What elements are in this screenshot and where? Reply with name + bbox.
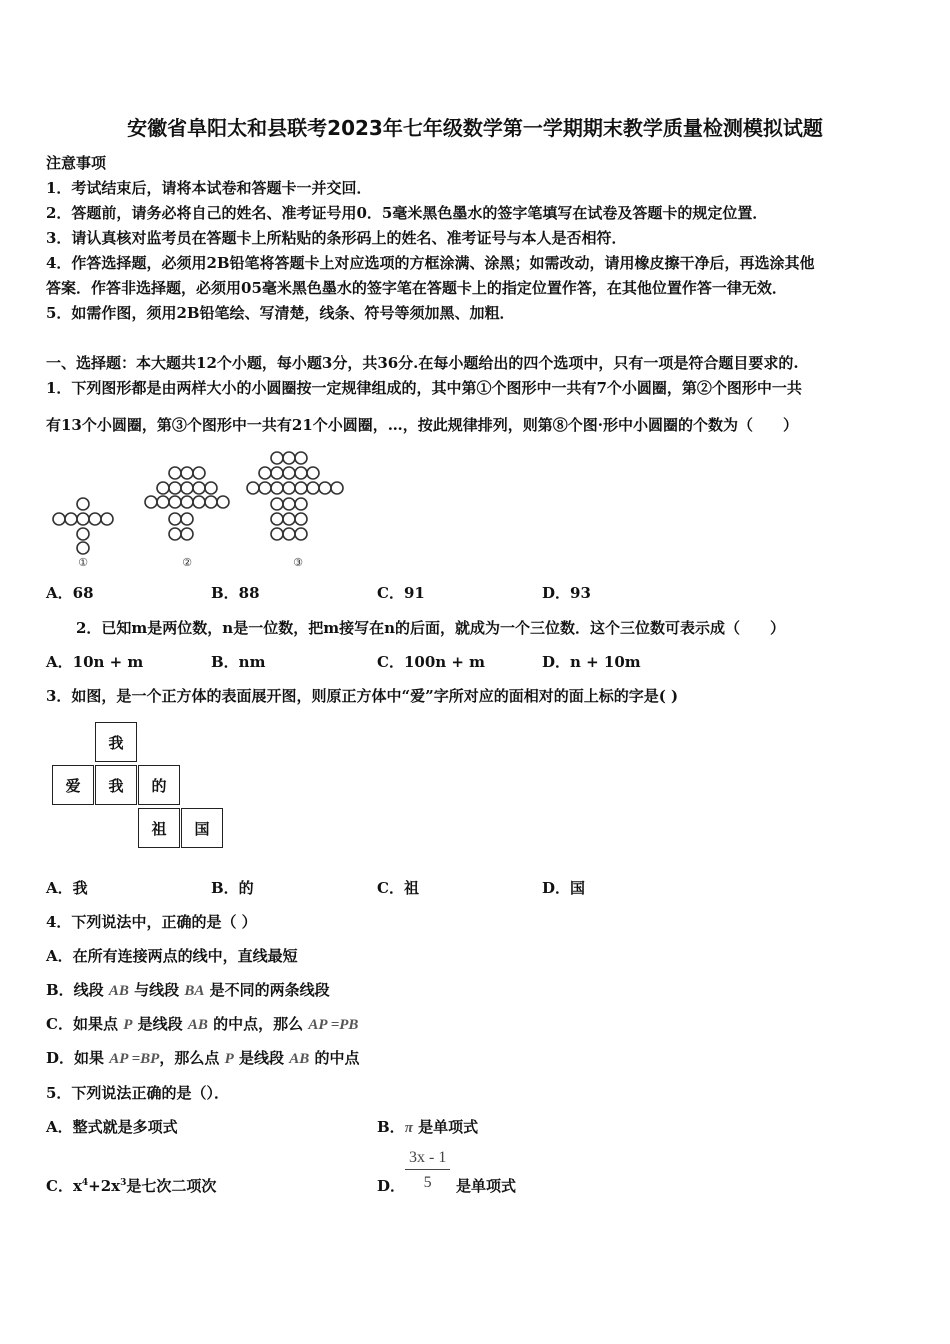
notice-item: 5．如需作图，须用2B铅笔绘、写清楚，线条、符号等须加黑、加粗． bbox=[46, 304, 515, 322]
q4-option-b: B．线段 AB 与线段 BA 是不同的两条线段 bbox=[46, 981, 330, 999]
q4-option-d: D．如果 AP =BP，那么点 P 是线段 AB 的中点 bbox=[46, 1049, 360, 1067]
q1-option-a: A．68 bbox=[46, 584, 94, 602]
q5-option-d-fraction: $\frac{3x - 1}{5}$ bbox=[405, 1149, 450, 1192]
notice-item: 3．请认真核对监考员在答题卡上所粘贴的条形码上的姓名、准考证号与本人是否相符． bbox=[46, 229, 627, 247]
q2-option-a: A．10n + m bbox=[46, 653, 144, 671]
q1-option-c: C．91 bbox=[377, 584, 425, 602]
q5-option-d-label: D． bbox=[377, 1177, 406, 1195]
notice-heading: 注意事项 bbox=[46, 154, 107, 172]
q5-option-a: A．整式就是多项式 bbox=[46, 1118, 178, 1136]
q3-option-a: A．我 bbox=[46, 879, 88, 897]
question-3: 3．如图，是一个正方体的表面展开图，则原正方体中“爱”字所对应的面相对的面上标的字是( ) bbox=[46, 687, 679, 705]
question-1-line-2: 有13个小圆圈，第③个图形中一共有21个小圆圈，…，按此规律排列，则第⑧个图·形中小圆圈的个数为（ ） bbox=[46, 416, 798, 434]
figure-label-2: ② bbox=[182, 556, 192, 569]
q3-option-c: C．祖 bbox=[377, 879, 419, 897]
net-face-wo-top: 我 bbox=[95, 722, 137, 762]
q5-option-b: B．π 是单项式 bbox=[377, 1118, 479, 1136]
q1-option-d: D．93 bbox=[542, 584, 591, 602]
q5-option-d-text: 是单项式 bbox=[456, 1177, 517, 1195]
q4-option-c: C．如果点 P 是线段 AB 的中点，那么 AP =PB bbox=[46, 1015, 359, 1033]
net-face-de: 的 bbox=[138, 765, 180, 805]
figure-label-3: ③ bbox=[293, 556, 303, 569]
q3-option-b: B．的 bbox=[211, 879, 254, 897]
q2-option-d: D．n + 10m bbox=[542, 653, 641, 671]
question-1-line-1: 1．下列图形都是由两样大小的小圆圈按一定规律组成的，其中第①个图形中一共有7个小圆圈，第②个图形中一共 bbox=[46, 379, 802, 397]
q5-option-c: C．$x^4+2x^3$是七次二项次 bbox=[46, 1177, 217, 1195]
q3-option-d: D．国 bbox=[542, 879, 586, 897]
figure-label-1: ① bbox=[78, 556, 88, 569]
net-face-wo: 我 bbox=[95, 765, 137, 805]
question-5: 5．下列说法正确的是（）． bbox=[46, 1084, 229, 1102]
page-title: 安徽省阜阳太和县联考2023年七年级数学第一学期期末教学质量检测模拟试题 bbox=[127, 116, 823, 140]
question-4: 4．下列说法中，正确的是（ ） bbox=[46, 913, 257, 931]
net-face-guo: 国 bbox=[181, 808, 223, 848]
notice-item: 2．答题前，请务必将自己的姓名、准考证号用0．5毫米黑色墨水的签字笔填写在试卷及答题卡的规定位置． bbox=[46, 204, 768, 222]
notice-item: 答案．作答非选择题，必须用05毫米黑色墨水的签字笔在答题卡上的指定位置作答，在其他位置作答一律无效． bbox=[46, 279, 787, 297]
notice-item: 4．作答选择题，必须用2B铅笔将答题卡上对应选项的方框涂满、涂黑；如需改动，请用橡皮擦干净后，再选涂其他 bbox=[46, 254, 815, 272]
notice-item: 1．考试结束后，请将本试卷和答题卡一并交回． bbox=[46, 179, 372, 197]
q2-option-b: B．nm bbox=[211, 653, 266, 671]
q4-option-a: A．在所有连接两点的线中，直线最短 bbox=[46, 947, 298, 965]
net-face-zu: 祖 bbox=[138, 808, 180, 848]
question-2: 2．已知m是两位数，n是一位数，把m接写在n的后面，就成为一个三位数．这个三位数可表示成（ ） bbox=[76, 619, 785, 637]
circle-pattern-figure bbox=[44, 446, 354, 571]
net-face-ai: 爱 bbox=[52, 765, 94, 805]
q2-option-c: C．100n + m bbox=[377, 653, 486, 671]
section-heading: 一、选择题：本大题共12个小题，每小题3分，共36分.在每小题给出的四个选项中，只有一项是符合题目要求的. bbox=[46, 354, 799, 372]
q1-option-b: B．88 bbox=[211, 584, 260, 602]
